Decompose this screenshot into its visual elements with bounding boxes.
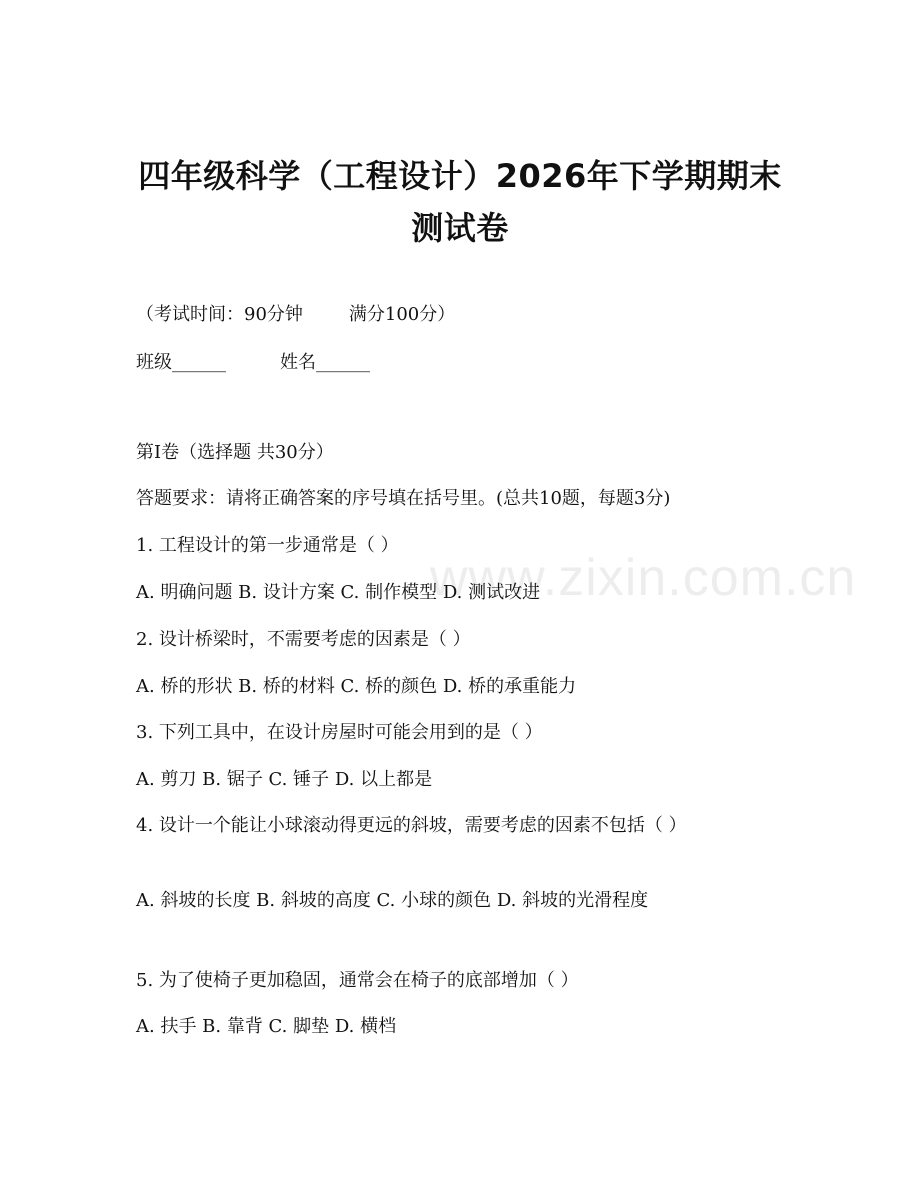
question-options: A. 明确问题 B. 设计方案 C. 制作模型 D. 测试改进 xyxy=(136,582,541,603)
question-stem: 5. 为了使椅子更加稳固，通常会在椅子的底部增加（ ） xyxy=(136,970,579,991)
exam-info xyxy=(136,302,455,328)
class-field: 班级______ xyxy=(136,352,226,373)
student-info xyxy=(136,350,370,376)
question-options: A. 桥的形状 B. 桥的材料 C. 桥的颜色 D. 桥的承重能力 xyxy=(136,676,577,697)
question-stem: 4. 设计一个能让小球滚动得更远的斜坡，需要考虑的因素不包括（ ） xyxy=(136,815,687,836)
exam-title xyxy=(80,150,840,254)
exam-time: （考试时间：90分钟 xyxy=(136,304,303,325)
section-heading: 第I卷（选择题 共30分） xyxy=(136,442,334,463)
question-options: A. 斜坡的长度 B. 斜坡的高度 C. 小球的颜色 D. 斜坡的光滑程度 xyxy=(136,890,649,911)
exam-title-line2: 测试卷 xyxy=(411,209,509,247)
question-stem: 1. 工程设计的第一步通常是（ ） xyxy=(136,535,399,556)
question-stem: 2. 设计桥梁时，不需要考虑的因素是（ ） xyxy=(136,629,471,650)
name-field: 姓名______ xyxy=(280,352,370,373)
watermark: www.zixin.com.cn xyxy=(430,549,857,607)
question-options: A. 剪刀 B. 锯子 C. 锤子 D. 以上都是 xyxy=(136,769,433,790)
exam-title-line1: 四年级科学（工程设计）2026年下学期期末 xyxy=(138,157,782,195)
section-instructions: 答题要求：请将正确答案的序号填在括号里。(总共10题，每题3分) xyxy=(136,488,671,509)
exam-score: 满分100分） xyxy=(348,304,456,325)
question-stem: 3. 下列工具中，在设计房屋时可能会用到的是（ ） xyxy=(136,722,543,743)
question-options: A. 扶手 B. 靠背 C. 脚垫 D. 横档 xyxy=(136,1016,397,1037)
